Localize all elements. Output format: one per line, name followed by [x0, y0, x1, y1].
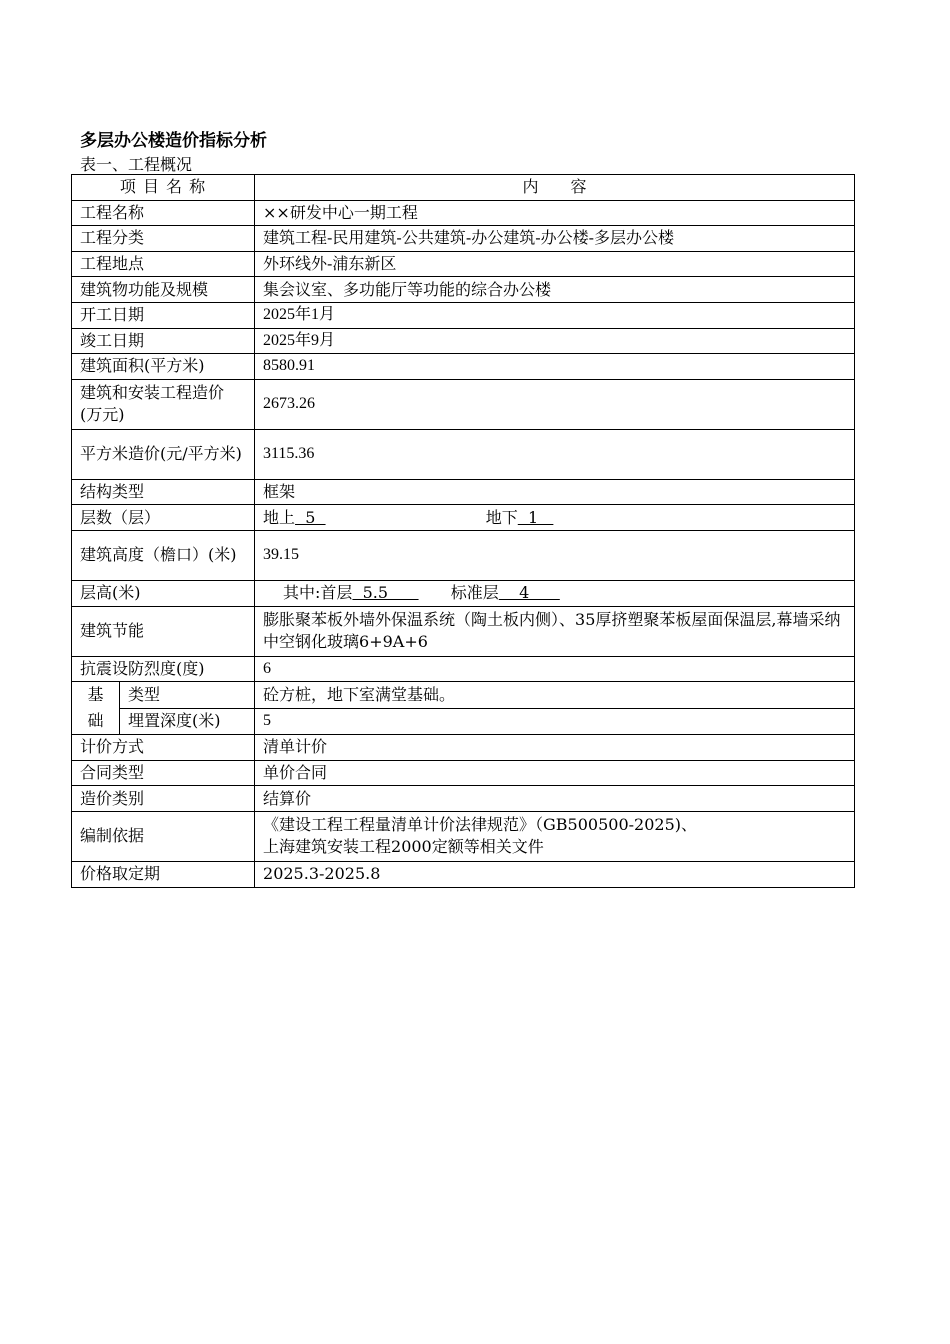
table-row	[72, 277, 855, 303]
foundation-group-label	[72, 682, 120, 735]
standard-floor-height: 4	[498, 583, 560, 603]
first-floor-height: 5.5	[352, 583, 419, 603]
row-label: 层高(米)	[72, 580, 255, 606]
foundation-depth-label: 埋置深度(米)	[120, 708, 255, 735]
foundation-group-text: 基础	[87, 685, 104, 731]
table-row	[72, 226, 855, 252]
row-label: 抗震设防烈度(度)	[72, 656, 255, 682]
row-label: 价格取定期	[72, 861, 255, 887]
table-row	[72, 786, 855, 812]
foundation-type-value: 砼方桩，地下室满堂基础。	[255, 682, 855, 709]
basis-value-cell	[255, 811, 855, 861]
table-row	[72, 530, 855, 580]
table-row	[72, 708, 855, 735]
floors-below-value: 1	[517, 507, 554, 527]
table-row	[72, 760, 855, 786]
project-overview-table	[71, 174, 855, 888]
row-label: 建筑面积(平方米)	[72, 354, 255, 380]
standard-floor-label: 标准层	[450, 583, 499, 603]
floors-above-label: 地上	[263, 507, 296, 527]
row-value: 建筑工程-民用建筑-公共建筑-办公建筑-办公楼-多层办公楼	[255, 226, 855, 252]
row-value: 3115.36	[255, 429, 855, 479]
row-value: 外环线外-浦东新区	[255, 251, 855, 277]
table-row	[72, 606, 855, 656]
row-label: 编制依据	[72, 811, 255, 861]
row-value: 膨胀聚苯板外墙外保温系统（陶土板内侧）、35厚挤塑聚苯板屋面保温层,幕墙采纳中空钢化玻璃6+9A+6	[255, 606, 855, 656]
basis-line-1: 《建设工程工程量清单计价法律规范》（GB500500-2025)、	[263, 815, 698, 835]
table-row	[72, 251, 855, 277]
row-label: 工程分类	[72, 226, 255, 252]
row-value: 框架	[255, 479, 855, 505]
row-value: 清单计价	[255, 735, 855, 761]
row-value: 结算价	[255, 786, 855, 812]
table-row	[72, 328, 855, 354]
row-value: 集会议室、多功能厅等功能的综合办公楼	[255, 277, 855, 303]
row-value: 39.15	[255, 530, 855, 580]
row-label: 建筑节能	[72, 606, 255, 656]
table-caption: 表一、工程概况	[80, 155, 193, 174]
row-value: 2025年9月	[255, 328, 855, 354]
row-label: 计价方式	[72, 735, 255, 761]
document-title: 多层办公楼造价指标分析	[80, 131, 267, 151]
table-row	[72, 479, 855, 505]
foundation-depth-value: 5	[255, 708, 855, 735]
row-label: 层数（层）	[72, 505, 255, 531]
basis-line-2: 上海建筑安装工程2000定额等相关文件	[263, 837, 544, 857]
foundation-type-label: 类型	[120, 682, 255, 709]
table-row	[72, 302, 855, 328]
row-label: 开工日期	[72, 302, 255, 328]
row-label: 平方米造价(元/平方米)	[72, 429, 255, 479]
table-row	[72, 861, 855, 887]
table-row	[72, 811, 855, 861]
row-label: 合同类型	[72, 760, 255, 786]
table-row	[72, 505, 855, 531]
row-value: 2673.26	[255, 379, 855, 429]
header-content: 内 容	[255, 175, 855, 201]
table-row	[72, 200, 855, 226]
row-label: 竣工日期	[72, 328, 255, 354]
table-row	[72, 379, 855, 429]
table-row	[72, 735, 855, 761]
row-label: 工程地点	[72, 251, 255, 277]
row-value: 2025.3-2025.8	[255, 861, 855, 887]
table-row	[72, 580, 855, 606]
row-value: 6	[255, 656, 855, 682]
floors-below-label: 地下	[485, 507, 518, 527]
row-label: 结构类型	[72, 479, 255, 505]
row-label: 建筑物功能及规模	[72, 277, 255, 303]
row-value: 单价合同	[255, 760, 855, 786]
table-row	[72, 656, 855, 682]
header-item-name: 项 目 名 称	[72, 175, 255, 201]
row-label: 造价类别	[72, 786, 255, 812]
floor-height-value-cell	[255, 580, 855, 606]
row-value: 8580.91	[255, 354, 855, 380]
first-floor-label: 其中:首层	[283, 583, 353, 603]
table-row	[72, 354, 855, 380]
table-header-row	[72, 175, 855, 201]
floors-value-cell	[255, 505, 855, 531]
row-value: ××研发中心一期工程	[255, 200, 855, 226]
row-label: 建筑和安装工程造价(万元)	[72, 379, 255, 429]
table-row	[72, 429, 855, 479]
floors-above-value: 5	[295, 507, 326, 527]
row-label: 工程名称	[72, 200, 255, 226]
table-row	[72, 682, 855, 709]
row-label: 建筑高度（檐口）(米)	[72, 530, 255, 580]
row-value: 2025年1月	[255, 302, 855, 328]
